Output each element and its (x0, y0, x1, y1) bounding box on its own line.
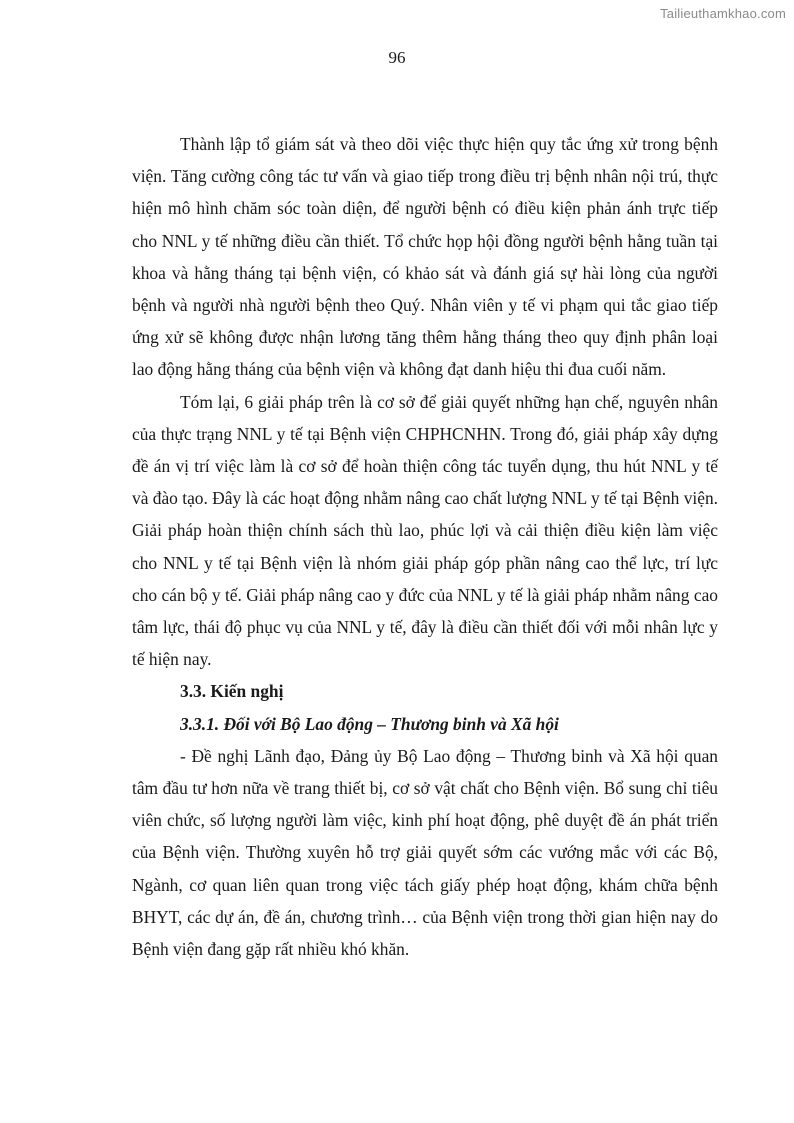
document-body (132, 128, 718, 965)
page-number: 96 (388, 48, 406, 67)
paragraph-summary: Tóm lại, 6 giải pháp trên là cơ sở để giải quyết những hạn chế, nguyên nhân của thực trạng NNL y tế tại Bệnh viện CHPHCNHN. Trong đó, giải pháp xây dựng đề án vị trí việc làm là cơ sở để hoàn thiện công tác tuyển dụng, thu hút NNL y tế và đào tạo. Đây là các hoạt động nhằm nâng cao chất lượng NNL y tế tại Bệnh viện. Giải pháp hoàn thiện chính sách thù lao, phúc lợi và cải thiện điều kiện làm việc cho NNL y tế tại Bệnh viện là nhóm giải pháp góp phần nâng cao thể lực, trí lực cho cán bộ y tế. Giải pháp nâng cao y đức của NNL y tế là giải pháp nhằm nâng cao tâm lực, thái độ phục vụ của NNL y tế, đây là điều cần thiết đối với mỗi nhân lực y tế hiện nay. (132, 391, 718, 670)
section-heading: 3.3. Kiến nghị (180, 681, 284, 702)
paragraph-recommendation: - Đề nghị Lãnh đạo, Đảng ủy Bộ Lao động – Thương binh và Xã hội quan tâm đầu tư hơn nữa về trang thiết bị, cơ sở vật chất cho Bệnh viện. Bổ sung chỉ tiêu viên chức, số lượng người làm việc, kinh phí hoạt động, phê duyệt đề án phát triển của Bệnh viện. Thường xuyên hỗ trợ giải quyết sớm các vướng mắc với các Bộ, Ngành, cơ quan liên quan trong việc tách giấy phép hoạt động, khám chữa bệnh BHYT, các dự án, đề án, chương trình… của Bệnh viện trong thời gian hiện nay do Bệnh viện đang gặp rất nhiều khó khăn. (132, 745, 718, 960)
paragraph-supervision: Thành lập tổ giám sát và theo dõi việc thực hiện quy tắc ứng xử trong bệnh viện. Tăng cường công tác tư vấn và giao tiếp trong điều trị bệnh nhân nội trú, thực hiện mô hình chăm sóc toàn diện, để người bệnh có điều kiện phản ánh trực tiếp cho NNL y tế những điều cần thiết. Tổ chức họp hội đồng người bệnh hằng tuần tại khoa và hằng tháng tại bệnh viện, có khảo sát và đánh giá sự hài lòng của người bệnh và người nhà người bệnh theo Quý. Nhân viên y tế vi phạm qui tắc giao tiếp ứng xử sẽ không được nhận lương tăng thêm hằng tháng theo quy định phân loại lao động hằng tháng của bệnh viện và không đạt danh hiệu thi đua cuối năm. (132, 134, 718, 380)
watermark: Tailieuthamkhao.com (660, 6, 786, 21)
subsection-heading: 3.3.1. Đối với Bộ Lao động – Thương binh và Xã hội (180, 713, 559, 734)
